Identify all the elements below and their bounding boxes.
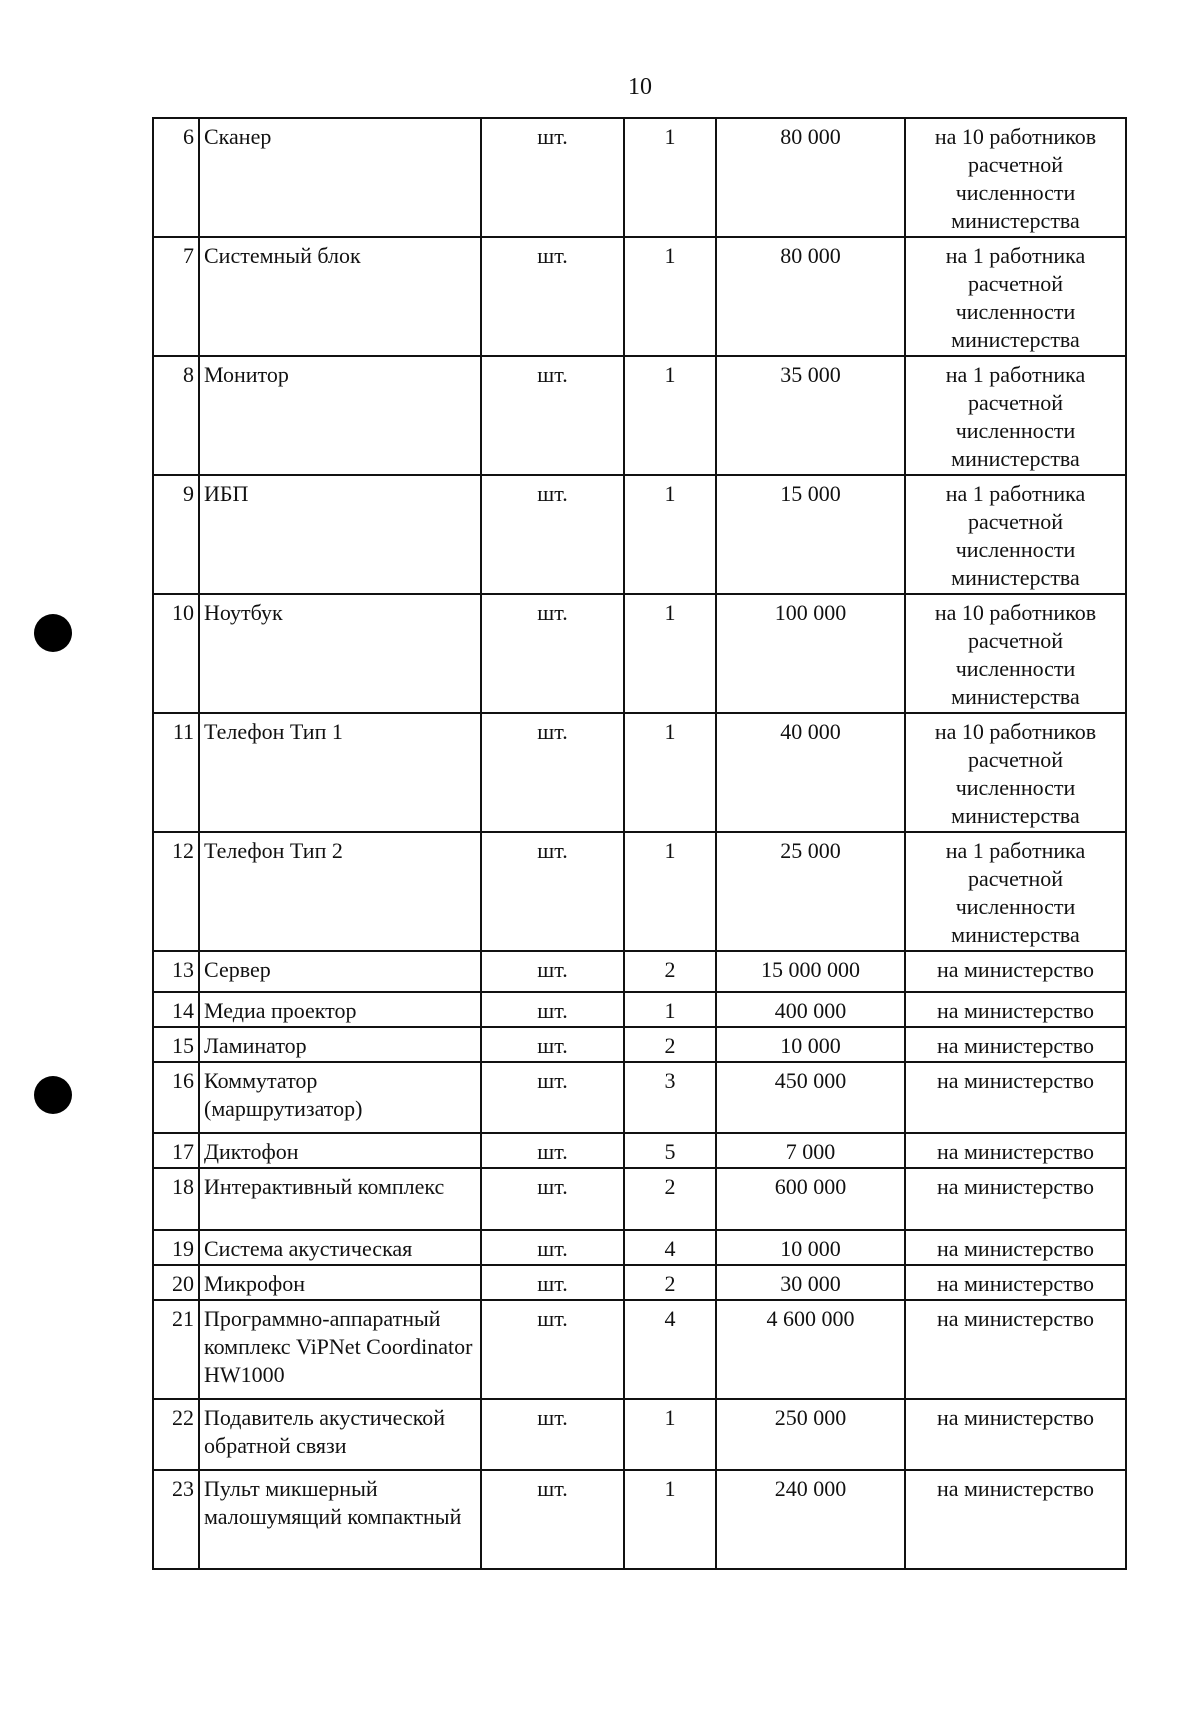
item-quantity: 2 <box>624 951 716 992</box>
item-name: Монитор <box>199 356 481 475</box>
item-price: 15 000 <box>716 475 905 594</box>
item-name: Системный блок <box>199 237 481 356</box>
item-name: Телефон Тип 1 <box>199 713 481 832</box>
table-row <box>153 475 1126 594</box>
table-row <box>153 1062 1126 1133</box>
item-name: Телефон Тип 2 <box>199 832 481 951</box>
row-number: 7 <box>153 237 199 356</box>
item-name: ИБП <box>199 475 481 594</box>
item-name: Диктофон <box>199 1133 481 1168</box>
row-number: 17 <box>153 1133 199 1168</box>
item-unit: шт. <box>481 475 624 594</box>
table-row <box>153 1470 1126 1569</box>
row-number: 23 <box>153 1470 199 1569</box>
item-name: Ламинатор <box>199 1027 481 1062</box>
item-norm: на министерство <box>905 1265 1126 1300</box>
item-price: 30 000 <box>716 1265 905 1300</box>
item-unit: шт. <box>481 1027 624 1062</box>
item-quantity: 2 <box>624 1027 716 1062</box>
item-norm: на 1 работника расчетной численности министерства <box>905 475 1126 594</box>
table-row <box>153 1133 1126 1168</box>
item-unit: шт. <box>481 594 624 713</box>
row-number: 19 <box>153 1230 199 1265</box>
table-row <box>153 992 1126 1027</box>
page-number: 10 <box>628 74 652 100</box>
item-norm: на министерство <box>905 1230 1126 1265</box>
table-row <box>153 594 1126 713</box>
item-norm: на 1 работника расчетной численности министерства <box>905 237 1126 356</box>
item-norm: на министерство <box>905 1399 1126 1470</box>
item-price: 25 000 <box>716 832 905 951</box>
row-number: 20 <box>153 1265 199 1300</box>
item-name: Система акустическая <box>199 1230 481 1265</box>
table-row <box>153 1027 1126 1062</box>
item-unit: шт. <box>481 1062 624 1133</box>
item-price: 80 000 <box>716 118 905 237</box>
equipment-table <box>152 117 1127 1570</box>
row-number: 16 <box>153 1062 199 1133</box>
item-name: Сервер <box>199 951 481 992</box>
table-row <box>153 1300 1126 1399</box>
item-name: Пульт микшерный малошумящий компактный <box>199 1470 481 1569</box>
item-unit: шт. <box>481 992 624 1027</box>
item-quantity: 1 <box>624 475 716 594</box>
row-number: 6 <box>153 118 199 237</box>
item-norm: на 10 работников расчетной численности министерства <box>905 594 1126 713</box>
item-unit: шт. <box>481 1230 624 1265</box>
item-unit: шт. <box>481 237 624 356</box>
item-price: 15 000 000 <box>716 951 905 992</box>
table-row <box>153 118 1126 237</box>
item-quantity: 1 <box>624 992 716 1027</box>
item-price: 250 000 <box>716 1399 905 1470</box>
item-unit: шт. <box>481 1470 624 1569</box>
item-quantity: 2 <box>624 1168 716 1230</box>
item-price: 600 000 <box>716 1168 905 1230</box>
item-unit: шт. <box>481 118 624 237</box>
item-quantity: 1 <box>624 832 716 951</box>
item-norm: на министерство <box>905 992 1126 1027</box>
table-row <box>153 832 1126 951</box>
row-number: 14 <box>153 992 199 1027</box>
item-unit: шт. <box>481 1300 624 1399</box>
item-price: 40 000 <box>716 713 905 832</box>
item-unit: шт. <box>481 356 624 475</box>
item-norm: на министерство <box>905 1168 1126 1230</box>
table-row <box>153 237 1126 356</box>
item-quantity: 1 <box>624 237 716 356</box>
item-unit: шт. <box>481 1133 624 1168</box>
table-row <box>153 356 1126 475</box>
item-name: Подавитель акустической обратной связи <box>199 1399 481 1470</box>
item-norm: на министерство <box>905 1470 1126 1569</box>
item-name: Интерактивный комплекс <box>199 1168 481 1230</box>
item-unit: шт. <box>481 832 624 951</box>
row-number: 21 <box>153 1300 199 1399</box>
row-number: 22 <box>153 1399 199 1470</box>
item-norm: на министерство <box>905 1300 1126 1399</box>
item-norm: на 1 работника расчетной численности министерства <box>905 832 1126 951</box>
item-name: Микрофон <box>199 1265 481 1300</box>
item-unit: шт. <box>481 713 624 832</box>
item-quantity: 1 <box>624 1470 716 1569</box>
item-price: 7 000 <box>716 1133 905 1168</box>
item-quantity: 1 <box>624 356 716 475</box>
item-quantity: 4 <box>624 1230 716 1265</box>
row-number: 12 <box>153 832 199 951</box>
item-name: Ноутбук <box>199 594 481 713</box>
item-price: 10 000 <box>716 1230 905 1265</box>
item-norm: на 10 работников расчетной численности министерства <box>905 118 1126 237</box>
row-number: 13 <box>153 951 199 992</box>
item-name: Коммутатор (маршрутизатор) <box>199 1062 481 1133</box>
item-norm: на министерство <box>905 1133 1126 1168</box>
item-name: Программно-аппаратный комплекс ViPNet Coordinator HW1000 <box>199 1300 481 1399</box>
item-unit: шт. <box>481 1168 624 1230</box>
item-price: 450 000 <box>716 1062 905 1133</box>
item-quantity: 1 <box>624 1399 716 1470</box>
item-name: Сканер <box>199 118 481 237</box>
row-number: 10 <box>153 594 199 713</box>
row-number: 8 <box>153 356 199 475</box>
item-quantity: 4 <box>624 1300 716 1399</box>
item-price: 80 000 <box>716 237 905 356</box>
table-row <box>153 1168 1126 1230</box>
item-quantity: 1 <box>624 118 716 237</box>
item-quantity: 3 <box>624 1062 716 1133</box>
item-price: 4 600 000 <box>716 1300 905 1399</box>
item-price: 400 000 <box>716 992 905 1027</box>
row-number: 18 <box>153 1168 199 1230</box>
table-row <box>153 951 1126 992</box>
item-unit: шт. <box>481 1399 624 1470</box>
table-row <box>153 1399 1126 1470</box>
item-name: Медиа проектор <box>199 992 481 1027</box>
item-price: 35 000 <box>716 356 905 475</box>
punch-hole-mark <box>34 1076 72 1114</box>
item-quantity: 1 <box>624 713 716 832</box>
item-quantity: 1 <box>624 594 716 713</box>
row-number: 11 <box>153 713 199 832</box>
item-norm: на министерство <box>905 1027 1126 1062</box>
item-norm: на 1 работника расчетной численности министерства <box>905 356 1126 475</box>
item-norm: на 10 работников расчетной численности министерства <box>905 713 1126 832</box>
item-price: 240 000 <box>716 1470 905 1569</box>
table-row <box>153 1230 1126 1265</box>
item-unit: шт. <box>481 1265 624 1300</box>
item-quantity: 2 <box>624 1265 716 1300</box>
item-unit: шт. <box>481 951 624 992</box>
punch-hole-mark <box>34 614 72 652</box>
item-norm: на министерство <box>905 951 1126 992</box>
item-quantity: 5 <box>624 1133 716 1168</box>
row-number: 15 <box>153 1027 199 1062</box>
item-norm: на министерство <box>905 1062 1126 1133</box>
table-row <box>153 1265 1126 1300</box>
item-price: 100 000 <box>716 594 905 713</box>
row-number: 9 <box>153 475 199 594</box>
table-row <box>153 713 1126 832</box>
item-price: 10 000 <box>716 1027 905 1062</box>
